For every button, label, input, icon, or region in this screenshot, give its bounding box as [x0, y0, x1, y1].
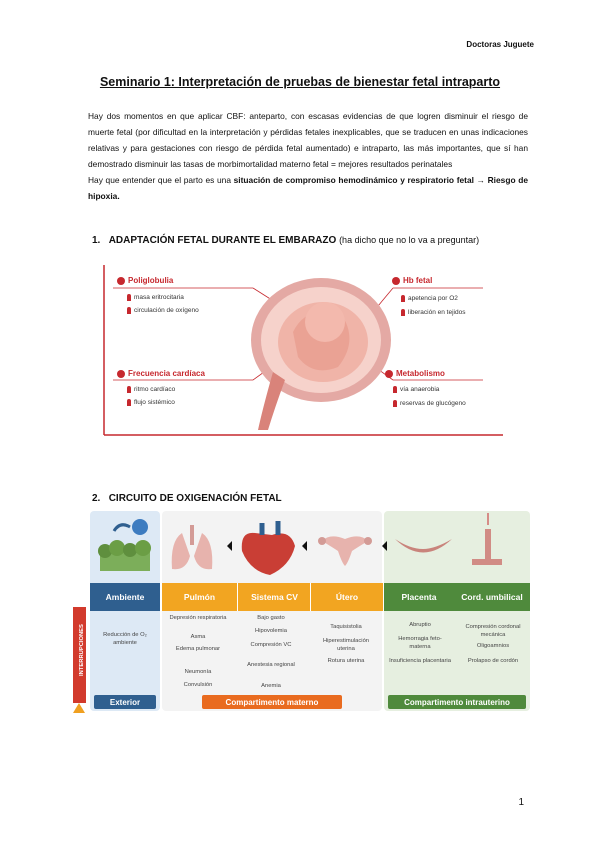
section-2-heading: 2. CIRCUITO DE OXIGENACIÓN FETAL [92, 493, 282, 504]
arrow-down-icon [401, 309, 405, 316]
fetal-adaptation-figure [103, 262, 503, 437]
placenta-cell: Insuficiencia placentaria [389, 658, 451, 664]
arrow-up-icon [127, 294, 131, 301]
cv-cell: Anestesia regional [247, 662, 295, 668]
arrow-up-icon [401, 295, 405, 302]
blood-drop-icon [117, 277, 125, 285]
section-1-heading: 1. ADAPTACIÓN FETAL DURANTE EL EMBARAZO (ha dicho que no lo va a preguntar) [92, 235, 480, 246]
arrow-up-icon [393, 400, 397, 407]
footer-compartimento-intrauterino: Compartimento intrauterino [388, 695, 526, 709]
o2-icon [114, 519, 148, 535]
heart-icon [117, 370, 125, 378]
footer-compartimento-materno: Compartimento materno [202, 695, 342, 709]
gear-icon [385, 370, 393, 378]
intro-paragraph-1: Hay dos momentos en que aplicar CBF: anteparto, con escasas evidencias de que logren disminuir el riesgo de muerte fetal (por dificultad en la interpretación y pérdidas fetales inexplicables, que se traducen en unas indicaciones relativas y para gestaciones con riesgo de pérdida fetal aumentado) e intraparto, las más importantes, que sí han demostrado disminuir las tasas de morbimortalidad materno fetal = mejores resultados perinatales [88, 111, 528, 169]
cordon-cell: Compresión cordonal mecánica [465, 624, 521, 638]
cordon-cell: Oligoamnios [476, 643, 510, 649]
frecuencia-cardiaca-label: Frecuencia cardíaca [117, 369, 205, 378]
band-cordon: Cord. umbilical [454, 583, 530, 611]
heart-icon [242, 521, 295, 575]
poliglobulia-item-1: masa eritrocitaria [127, 294, 184, 301]
poliglobulia-item-2: circulación de oxígeno [127, 307, 199, 314]
band-sistema-cv: Sistema CV [237, 583, 311, 611]
warning-icon [73, 703, 85, 713]
metabolismo-item-2: reservas de glucógeno [393, 400, 466, 407]
arrow-right-icon [302, 541, 307, 551]
band-placenta: Placenta [384, 583, 454, 611]
arrow-up-icon [393, 386, 397, 393]
ambiente-cell: Reducción de O₂ ambiente [103, 632, 147, 646]
umbilical-cord-icon [472, 513, 502, 565]
arrow-right-icon [227, 541, 232, 551]
frecuencia-cardiaca-item-1: ritmo cardíaco [127, 386, 175, 393]
pulmon-cell: Asma [190, 634, 206, 640]
poliglobulia-label: Poliglobulia [117, 276, 173, 285]
cv-cell: Compresión VC [250, 642, 292, 648]
hemoglobin-icon [392, 277, 400, 285]
cordon-cell: Prolapso de cordón [467, 658, 519, 664]
pulmon-cell: Convulsión [183, 682, 213, 688]
cv-cell: Bajo gasto [257, 615, 285, 621]
hb-fetal-label: Hb fetal [392, 276, 432, 285]
arrow-right-icon [382, 541, 387, 551]
placenta-cell: Hemorragia feto-materna [398, 636, 442, 650]
intro-paragraph-2: Hay que entender que el parto es una situación de compromiso hemodinámico y respiratorio fetal → Riesgo de hipoxia. [88, 175, 528, 201]
placenta-cell: Abruptio [409, 622, 431, 628]
intro-text [88, 108, 528, 204]
arrow-up-icon [127, 386, 131, 393]
cv-cell: Hipovolemia [255, 628, 287, 634]
utero-cell: Hiperestimulación uterina [322, 638, 370, 652]
placenta-icon [395, 539, 452, 553]
page-title: Seminario 1: Interpretación de pruebas de bienestar fetal intraparto [99, 75, 501, 89]
interrupciones-tab: INTERRUPCIONES [73, 607, 86, 703]
hb-fetal-item-1: apetencia por O2 [401, 295, 458, 302]
page-header-author: Doctoras Juguete [466, 40, 534, 49]
page-number: 1 [518, 797, 524, 808]
lungs-icon [172, 525, 213, 569]
arrow-up-icon [127, 307, 131, 314]
band-ambiente: Ambiente [90, 583, 160, 611]
fetal-adaptation-lines [103, 262, 503, 437]
oxygenation-circuit-figure [79, 511, 530, 716]
pulmon-cell: Neumonía [184, 669, 212, 675]
frecuencia-cardiaca-item-2: flujo sistémico [127, 399, 175, 406]
metabolismo-label: Metabolismo [385, 369, 445, 378]
utero-cell: Rotura uterina [327, 658, 365, 664]
pulmon-cell: Edema pulmonar [175, 646, 221, 652]
pulmon-cell: Depresión respiratoria [169, 615, 227, 621]
footer-exterior: Exterior [94, 695, 156, 709]
metabolismo-item-1: vía anaerobia [393, 386, 439, 393]
section-1-note: (ha dicho que no lo va a preguntar) [339, 235, 480, 245]
oxygenation-illustrations [90, 511, 530, 581]
band-pulmon: Pulmón [162, 583, 237, 611]
cv-cell: Anemia [261, 683, 281, 689]
band-utero: Útero [310, 583, 383, 611]
hb-fetal-item-2: liberación en tejidos [401, 309, 465, 316]
hypoxia-emphasis: situación de compromiso hemodinámico y respiratorio fetal → Riesgo de hipoxia. [88, 175, 528, 201]
uterus-icon [318, 536, 372, 566]
trees-icon [98, 540, 151, 571]
utero-cell: Taquisistolia [330, 624, 362, 630]
arrow-up-icon [127, 399, 131, 406]
